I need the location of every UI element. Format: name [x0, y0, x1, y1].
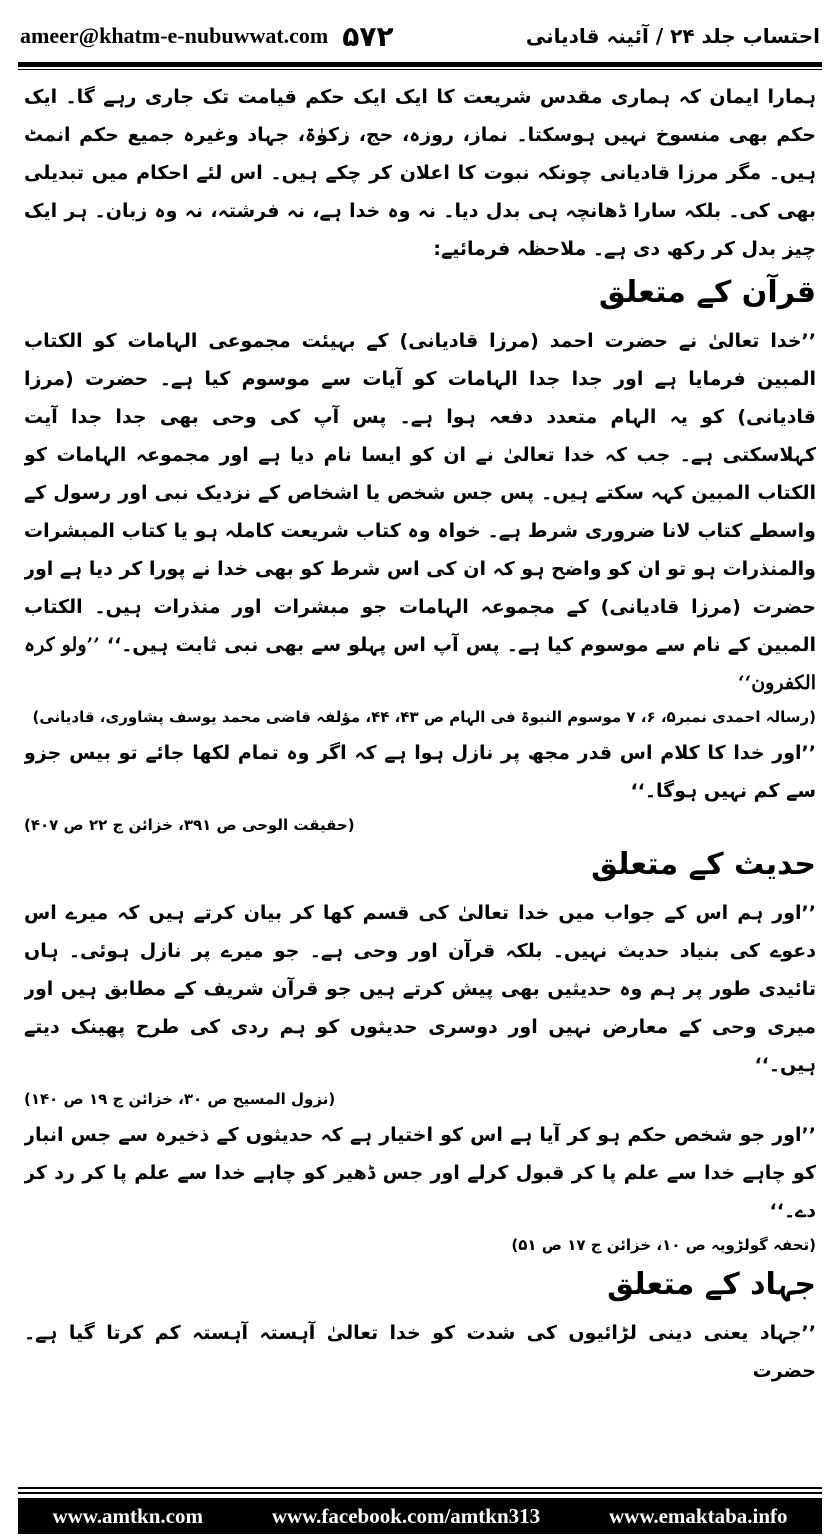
quote-text: ’’اور خدا کا کلام اس قدر مجھ پر نازل ہوا ہے کہ اگر وہ تمام لکھا جائے تو بیس جزو سے کم نہیں ہوگا۔‘‘ — [24, 742, 816, 802]
section-heading-jihad: جہاد کے متعلق — [607, 1267, 816, 1302]
quote-paragraph: ’’جہاد یعنی دینی لڑائیوں کی شدت کو خدا تعالیٰ آہستہ آہستہ کم کرتا گیا ہے۔ حضرت — [24, 1322, 816, 1382]
reference: (رسالہ احمدی نمبر۵، ۶، ۷ موسوم النبوۃ فی الہام ص ۴۳، ۴۴، مؤلفہ قاضی محمد یوسف پشاوری، قادیانی) — [32, 708, 816, 726]
page-number: ۵۷۲ — [342, 19, 394, 53]
footer-rule — [18, 1492, 822, 1494]
footer-link-amtkn[interactable]: www.amtkn.com — [52, 1503, 203, 1528]
header-rule-thick — [18, 62, 822, 67]
intro-paragraph: ہمارا ایمان کہ ہماری مقدس شریعت کا ایک ایک حکم قیامت تک جاری رہے گا۔ ایک حکم بھی منسوخ نہیں ہوسکتا۔ نماز، روزہ، حج، زکوٰۃ، جہاد وغیرہ جمیع حکم انمٹ ہیں۔ مگر مرزا قادیانی چونکہ نبوت کا اعلان کر چکے ہیں۔ اس لئے احکام میں تبدیلی بھی کی۔ بلکہ سارا ڈھانچہ ہی بدل دیا۔ نہ وہ خدا ہے، نہ فرشتہ، نہ وہ زبان۔ ہر ایک چیز بدل کر رکھ دی ہے۔ ملاحظہ فرمائیے: — [24, 86, 816, 260]
quote-paragraph: ’’اور ہم اس کے جواب میں خدا تعالیٰ کی قسم کھا کر بیان کرتے ہیں کہ میرے اس دعوے کی بنیاد حدیث نہیں۔ بلکہ قرآن اور وحی ہے۔ جو میرے پر نازل ہوئی۔ ہاں تائیدی طور پر ہم وہ حدیثیں بھی پیش کرتے ہیں جو قرآن شریف کے مطابق ہیں اور میری وحی کے معارض نہیں اور دوسری حدیثوں کو ہم ردی کی طرح پھینک دیتے ہیں۔‘‘ — [24, 902, 816, 1076]
reference: (نزول المسیح ص ۳۰، خزائن ج ۱۹ ص ۱۴۰) — [24, 1090, 336, 1108]
reference: (حقیقت الوحی ص ۳۹۱، خزائن ج ۲۲ ص ۴۰۷) — [24, 816, 355, 834]
section-heading-hadith: حدیث کے متعلق — [591, 847, 816, 882]
header-left — [20, 20, 394, 53]
page-header — [20, 14, 820, 58]
quote-with-reference — [24, 734, 816, 810]
section-heading-quran: قرآن کے متعلق — [598, 275, 816, 310]
reference: (تحفہ گولڑویہ ص ۱۰، خزائن ج ۱۷ ص ۵۱) — [511, 1236, 816, 1254]
footer-bar — [18, 1498, 822, 1534]
quote-paragraph — [24, 322, 816, 702]
header-rule-thin — [18, 69, 822, 70]
footer-rule — [18, 1487, 822, 1489]
quote-text: ’’خدا تعالیٰ نے حضرت احمد (مرزا قادیانی) کے بہیئت مجموعی الہامات کو الکتاب المبین فرمایا ہے اور جدا جدا الہامات کو آیات سے موسوم کیا ہے۔ حضرت (مرزا قادیانی) کو یہ الہام متعدد دفعہ ہوا ہے۔ پس آپ کی وحی بھی جدا جدا آیت کہلاسکتی ہے۔ جب کہ خدا تعالیٰ نے ان کو ایسا نام دیا ہے اور مجموعہ الہامات کو الکتاب المبین کہہ سکتے ہیں۔ پس جس شخص یا اشخاص کے نزدیک نبی اور رسول کے واسطے کتاب لانا ضروری شرط ہے۔ خواہ وہ کتاب شریعت کاملہ ہو یا کتاب المبشرات والمنذرات ہو تو ان کو واضح ہو کہ ان کی اس شرط کو بھی خدا نے پورا کر دیا ہے اور حضرت (مرزا قادیانی) کے مجموعہ الہامات جو مبشرات اور منذرات ہیں۔ الکتاب المبین کے نام سے موسوم کیا ہے۔ پس آپ اس پہلو سے بھی نبی ثابت ہیں۔‘‘ — [24, 330, 816, 656]
arabic-phrase: ’’ولو کرہ الکفرون‘‘ — [24, 634, 816, 694]
footer-link-facebook[interactable]: www.facebook.com/amtkn313 — [271, 1503, 541, 1528]
page-body — [24, 78, 816, 1478]
header-email[interactable]: ameer@khatm-e-nubuwwat.com — [20, 23, 329, 48]
footer-link-emaktaba[interactable]: www.emaktaba.info — [609, 1503, 788, 1528]
quote-paragraph: ’’اور جو شخص حکم ہو کر آیا ہے اس کو اختیار ہے کہ حدیثوں کے ذخیرہ سے جس انبار کو چاہے خدا سے علم پا کر قبول کرلے اور جس ڈھیر کو چاہے خدا سے علم پا کر رد کر دے۔‘‘ — [24, 1124, 816, 1222]
running-title: احتساب جلد ۲۴ / آئینہ قادیانی — [525, 24, 820, 48]
